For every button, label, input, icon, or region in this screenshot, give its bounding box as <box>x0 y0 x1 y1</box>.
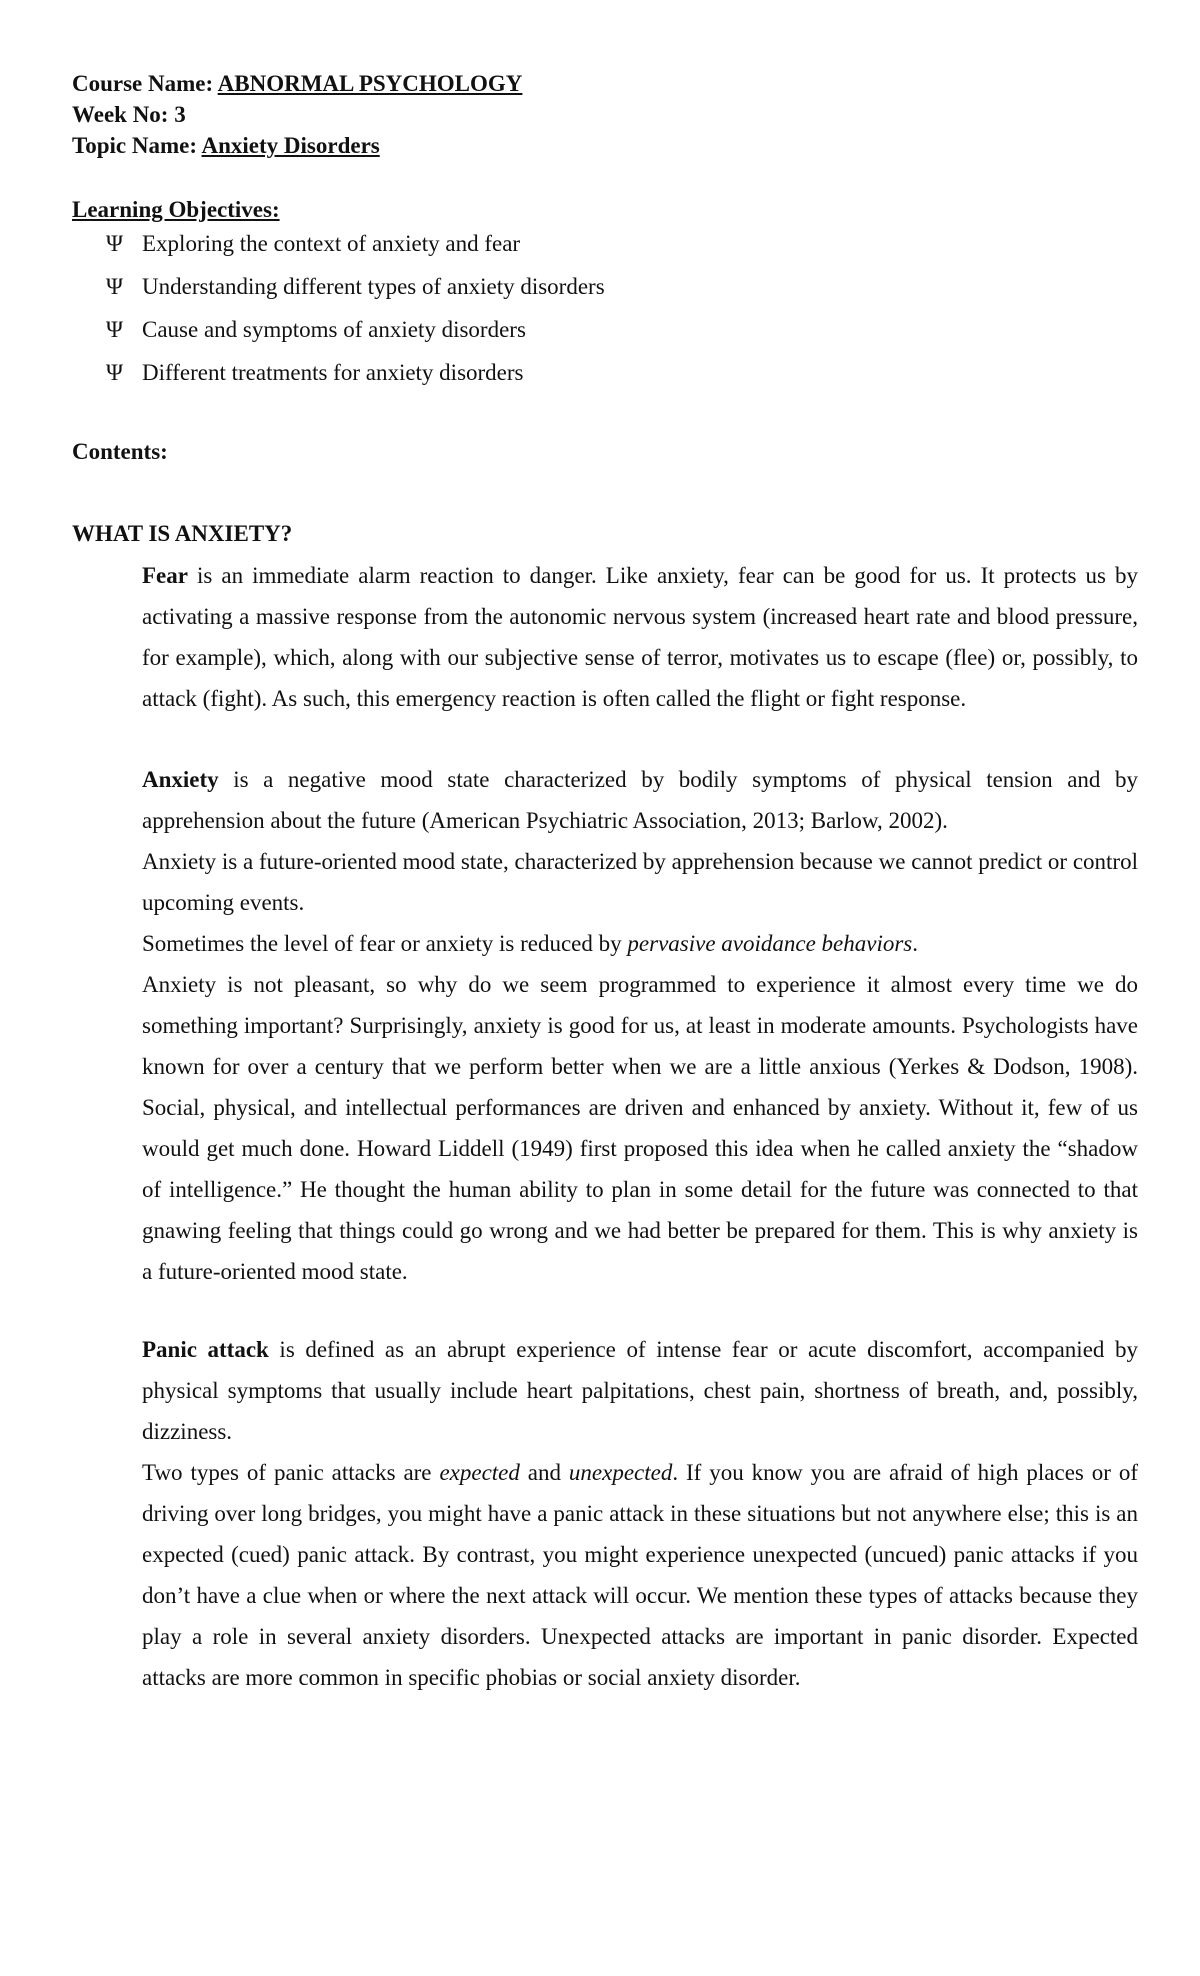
list-item <box>106 228 605 271</box>
panic-paragraph-2 <box>142 1452 1138 1698</box>
objective-text: Exploring the context of anxiety and fear <box>142 231 521 256</box>
objective-text: Understanding different types of anxiety disorders <box>142 274 605 299</box>
document-header <box>72 68 522 161</box>
fear-paragraph <box>142 555 1138 719</box>
anxiety-paragraph <box>142 759 1138 841</box>
list-item <box>106 314 605 357</box>
week-value: 3 <box>174 102 186 127</box>
objective-text: Cause and symptoms of anxiety disorders <box>142 317 526 342</box>
panic-paragraph-block <box>142 1329 1138 1698</box>
psi-bullet-icon: Ψ <box>106 317 123 342</box>
anxiety-paragraph-3 <box>142 923 1138 964</box>
panic-p2-a: Two types of panic attacks are <box>142 1460 440 1485</box>
list-item <box>106 357 605 400</box>
psi-bullet-icon: Ψ <box>106 274 123 299</box>
week-label: Week No: <box>72 102 169 127</box>
contents-title: Contents: <box>72 439 168 464</box>
fear-text: is an immediate alarm reaction to danger. Like anxiety, fear can be good for us. It protects us by activating a massive response from the autonomic nervous system (increased heart rate and blood pressure, for example), which, along with our subjective sense of terror, motivates us to escape (flee) or, possibly, to attack (fight). As such, this emergency reaction is often called the flight or fight response. <box>142 563 1138 711</box>
anxiety-paragraph-4: Anxiety is not pleasant, so why do we seem programmed to experience it almost every time we do something important? Surprisingly, anxiety is good for us, at least in moderate amounts. Psychologists have known for over a century that we perform better when we are a little anxious (Yerkes & Dodson, 1908). Social, physical, and intellectual performances are driven and enhanced by anxiety. Without it, few of us would get much done. Howard Liddell (1949) first proposed this idea when he called anxiety the “shadow of intelligence.” He thought the human ability to plan in some detail for the future was connected to that gnawing feeling that things could go wrong and we had better be prepared for them. This is why anxiety is a future-oriented mood state. <box>142 972 1138 1284</box>
anxiety-p3-before: Sometimes the level of fear or anxiety is reduced by <box>142 931 628 956</box>
fear-paragraph-block <box>142 555 1138 719</box>
psi-bullet-icon: Ψ <box>106 231 123 256</box>
panic-paragraph <box>142 1329 1138 1452</box>
panic-p2-unexpected: unexpected <box>568 1460 673 1485</box>
week-line <box>72 99 522 130</box>
learning-objectives-title: Learning Objectives: <box>72 197 280 222</box>
panic-term: Panic attack <box>142 1337 269 1362</box>
anxiety-paragraph-block <box>142 759 1138 1292</box>
list-item <box>106 271 605 314</box>
course-line <box>72 68 522 99</box>
topic-line <box>72 130 522 161</box>
panic-p2-b: and <box>519 1460 569 1485</box>
anxiety-paragraph-2: Anxiety is a future-oriented mood state, characterized by apprehension because we cannot predict or control upcoming events. <box>142 849 1138 915</box>
anxiety-text: is a negative mood state characterized by bodily symptoms of physical tension and by apprehension about the future (American Psychiatric Association, 2013; Barlow, 2002). <box>142 767 1138 833</box>
learning-objectives-list <box>106 228 605 400</box>
panic-p2-expected: expected <box>439 1460 520 1485</box>
course-value: ABNORMAL PSYCHOLOGY <box>217 71 523 96</box>
topic-label: Topic Name: <box>72 133 198 158</box>
section-title: WHAT IS ANXIETY? <box>72 521 293 546</box>
objective-text: Different treatments for anxiety disorders <box>142 360 524 385</box>
psi-bullet-icon: Ψ <box>106 360 123 385</box>
anxiety-p3-after: . <box>912 931 919 956</box>
course-label: Course Name: <box>72 71 214 96</box>
fear-term: Fear <box>142 563 188 588</box>
anxiety-term: Anxiety <box>142 767 219 792</box>
anxiety-p3-italic: pervasive avoidance behaviors <box>627 931 913 956</box>
topic-value: Anxiety Disorders <box>201 133 380 158</box>
panic-text: is defined as an abrupt experience of intense fear or acute discomfort, accompanied by physical symptoms that usually include heart palpitations, chest pain, shortness of breath, and, possibly, dizziness. <box>142 1337 1138 1444</box>
panic-p2-c: . If you know you are afraid of high places or of driving over long bridges, you might have a panic attack in these situations but not anywhere else; this is an expected (cued) panic attack. By contrast, you might experience unexpected (uncued) panic attacks if you don’t have a clue when or where the next attack will occur. We mention these types of attacks because they play a role in several anxiety disorders. Unexpected attacks are important in panic disorder. Expected attacks are more common in specific phobias or social anxiety disorder. <box>142 1460 1138 1690</box>
